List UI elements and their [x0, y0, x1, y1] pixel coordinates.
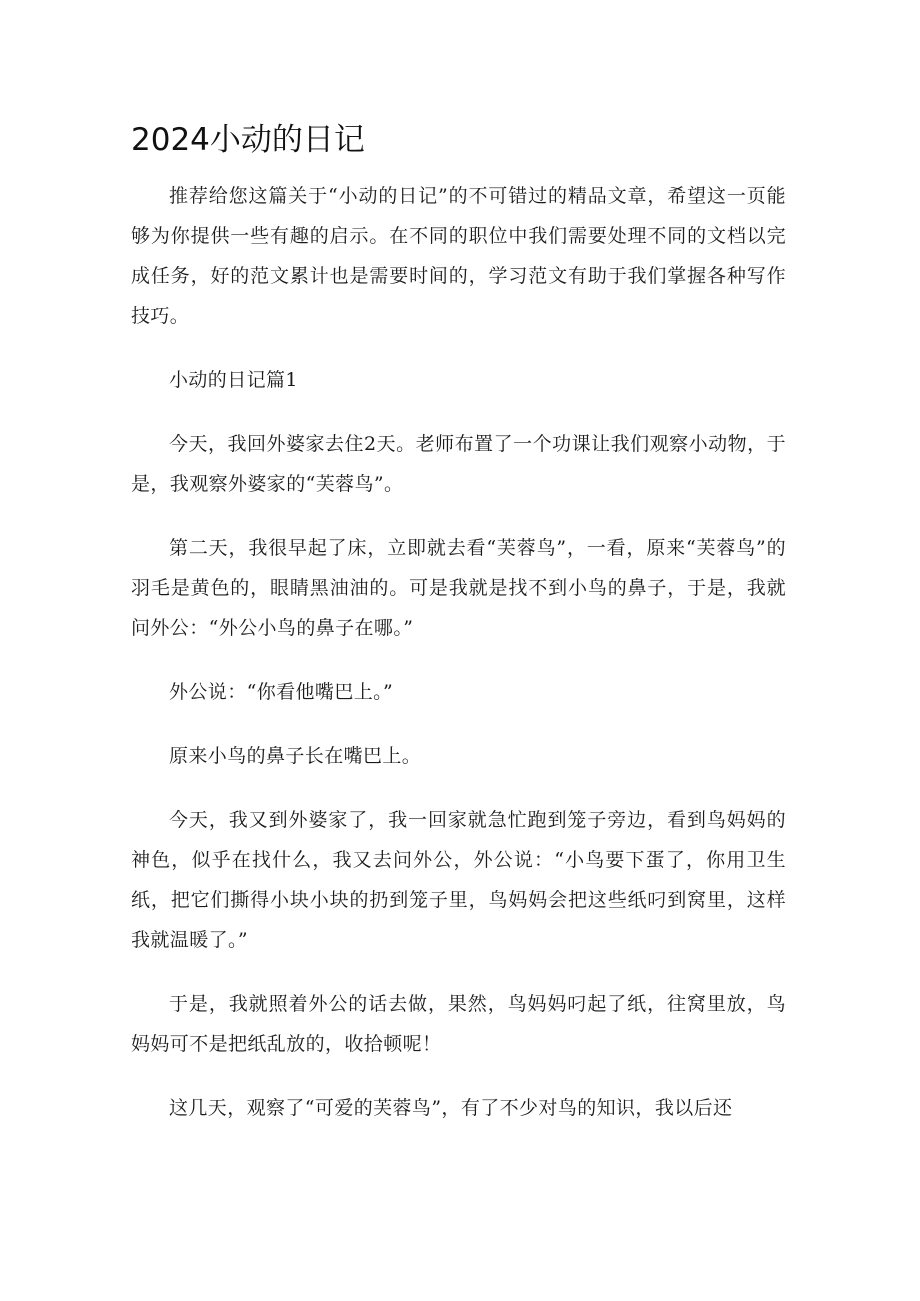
- document-title: 2024小动的日记: [131, 122, 365, 158]
- body-paragraph: 今天，我又到外婆家了，我一回家就急忙跑到笼子旁边，看到鸟妈妈的神色，似乎在找什么，我又去问外公，外公说：“小鸟要下蛋了，你用卫生纸，把它们撕得小块小块的扔到笼子里，鸟妈妈会把这些纸叼到窝里，这样我就温暖了。”: [131, 809, 786, 951]
- body-paragraph: 外公说：“你看他嘴巴上。”: [169, 681, 394, 703]
- document-body: [131, 176, 786, 1152]
- body-paragraph: 于是，我就照着外公的话去做，果然，鸟妈妈叼起了纸，往窝里放，鸟妈妈可不是把纸乱放的，收拾顿呢！: [131, 993, 786, 1055]
- body-paragraph: 第二天，我很早起了床，立即就去看“芙蓉鸟”，一看，原来“芙蓉鸟”的羽毛是黄色的，眼睛黑油油的。可是我就是找不到小鸟的鼻子，于是，我就问外公：“外公小鸟的鼻子在哪。”: [131, 537, 786, 639]
- intro-paragraph: 推荐给您这篇关于“小动的日记”的不可错过的精品文章，希望这一页能够为你提供一些有趣的启示。在不同的职位中我们需要处理不同的文档以完成任务，好的范文累计也是需要时间的，学习范文有助于我们掌握各种写作技巧。: [131, 185, 786, 327]
- section-heading: 小动的日记篇1: [169, 369, 298, 391]
- body-paragraph: 这几天，观察了“可爱的芙蓉鸟”，有了不少对鸟的知识，我以后还: [169, 1097, 733, 1119]
- body-paragraph: 原来小鸟的鼻子长在嘴巴上。: [169, 745, 422, 767]
- body-paragraph: 今天，我回外婆家去住2天。老师布置了一个功课让我们观察小动物，于是，我观察外婆家的“芙蓉鸟”。: [131, 433, 786, 495]
